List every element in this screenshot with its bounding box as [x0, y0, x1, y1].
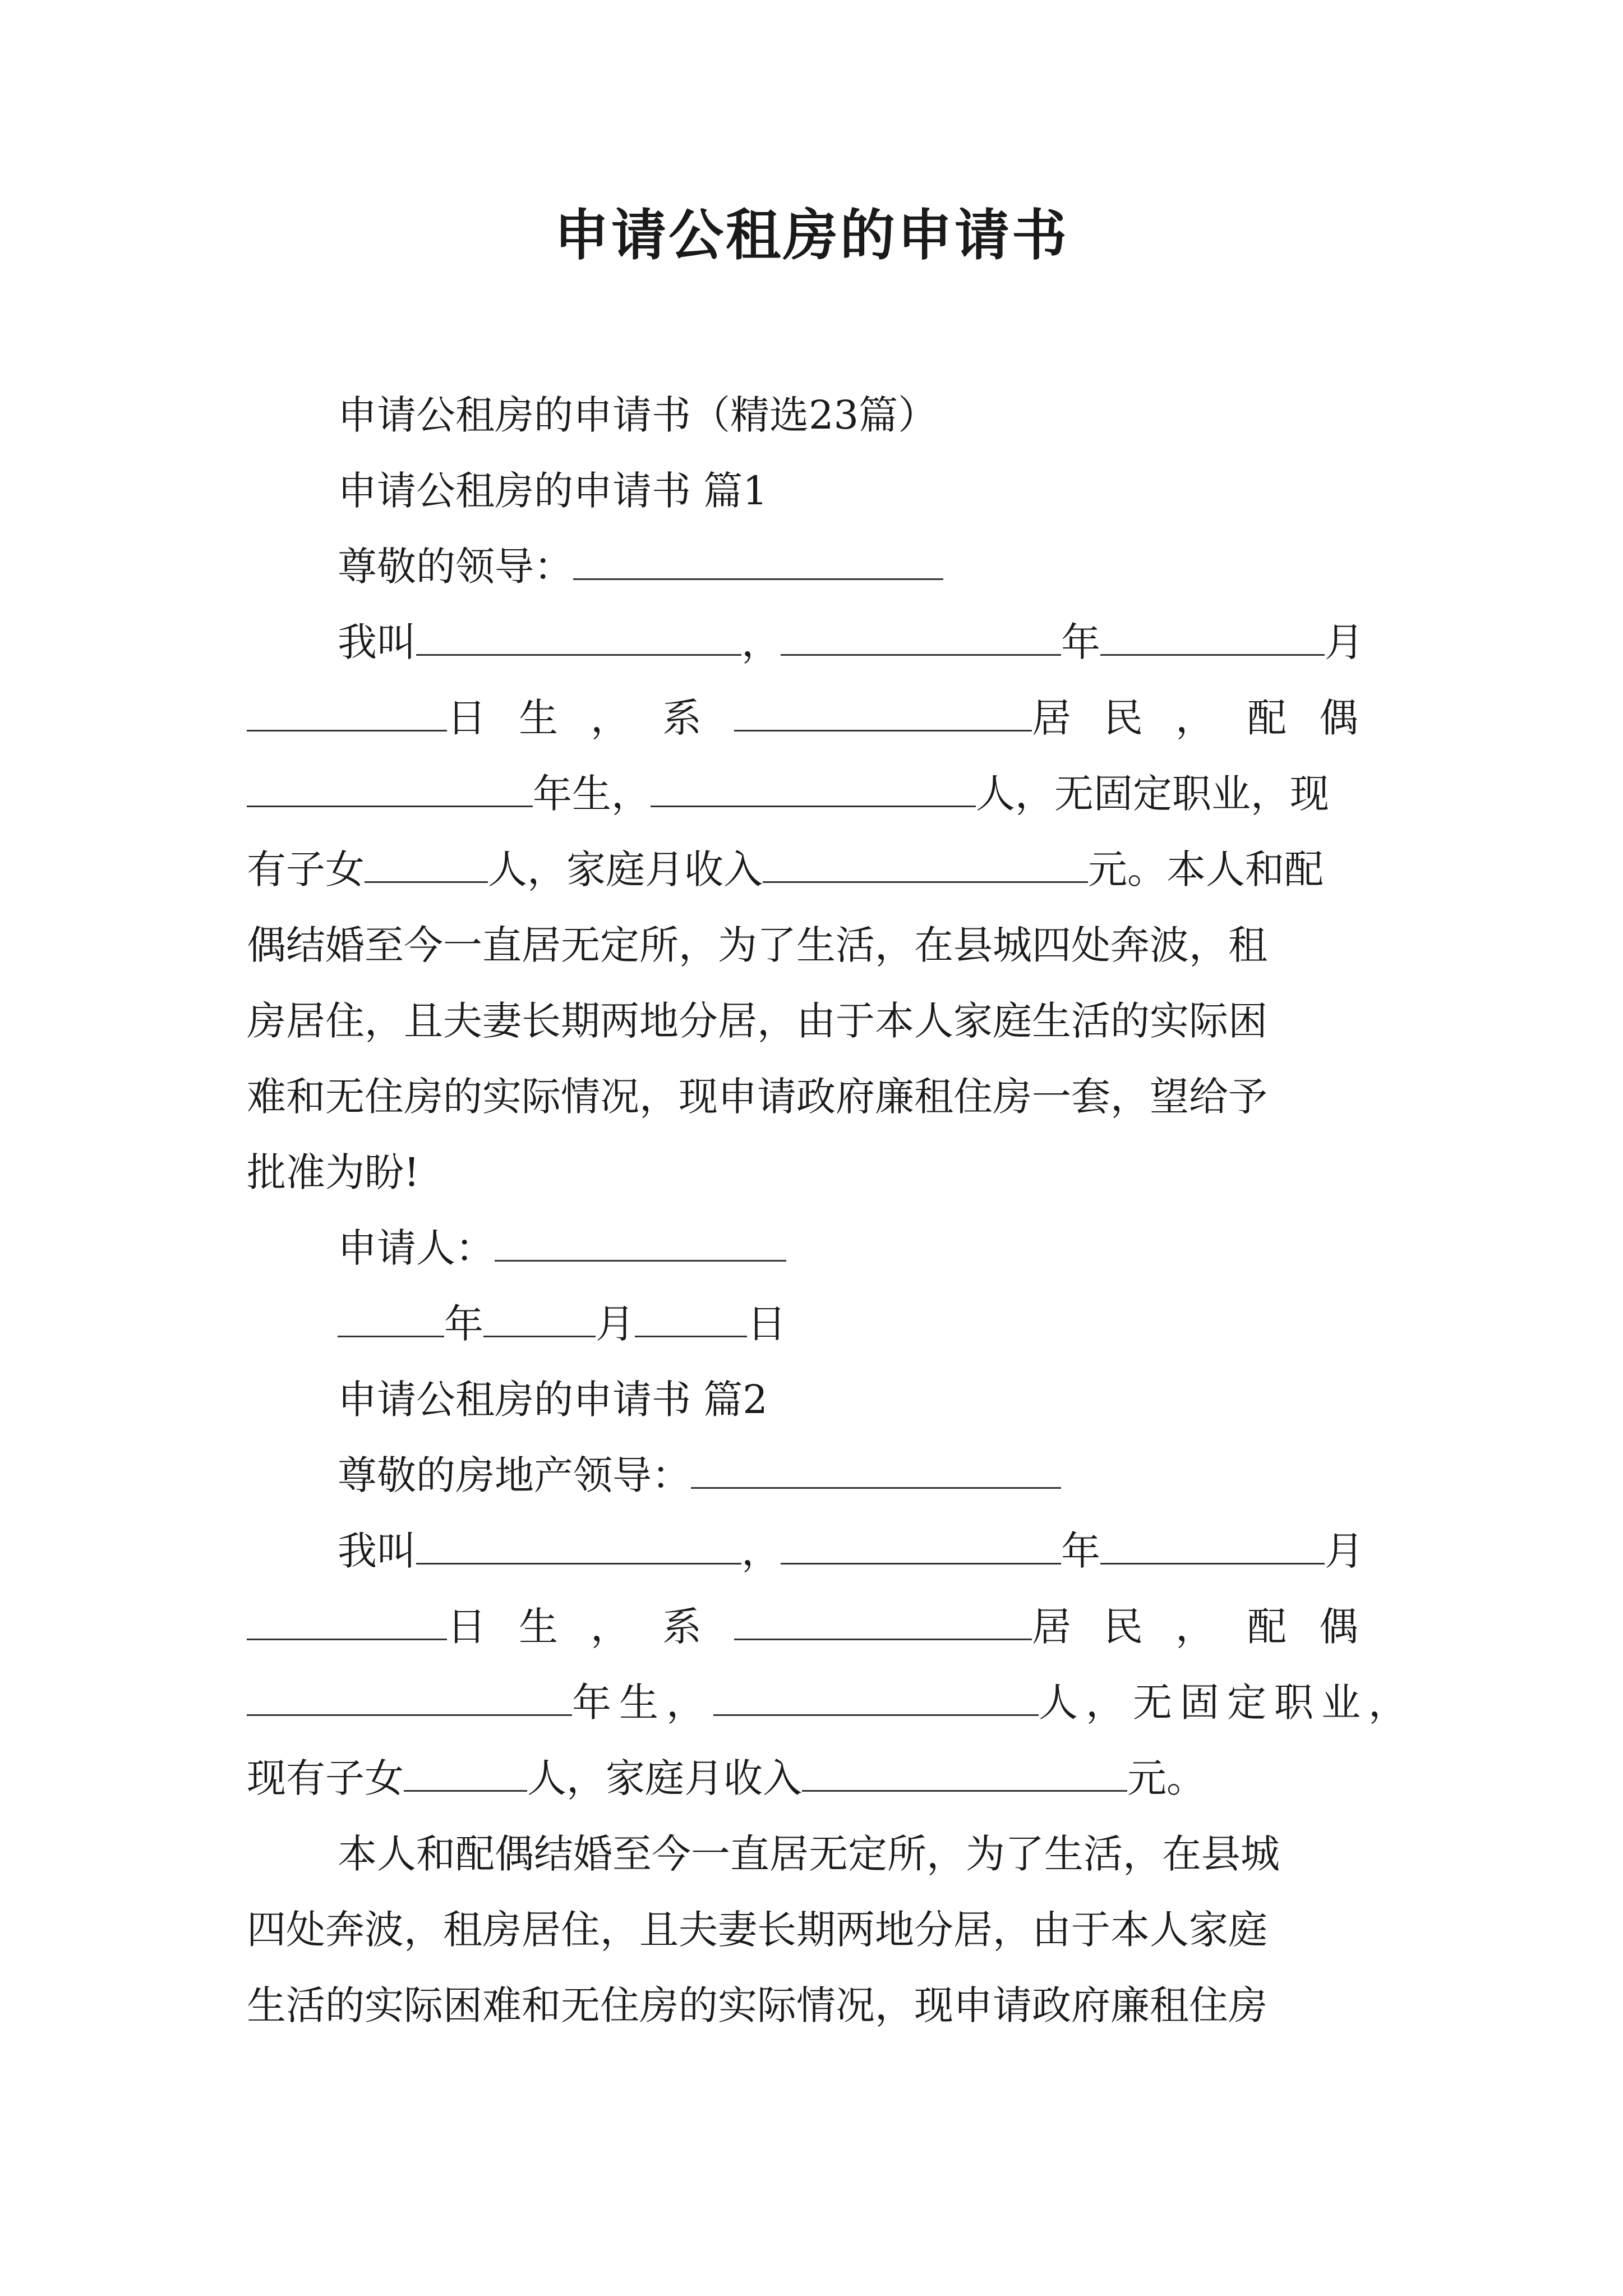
section1-heading: 申请公租房的申请书 篇1 — [338, 468, 768, 514]
section1-line1 — [247, 614, 1391, 670]
text: 月 — [596, 1301, 635, 1347]
leader-name-blank — [691, 1448, 1061, 1489]
section2-line2 — [247, 1599, 1391, 1655]
text: 月 — [1325, 619, 1364, 665]
origin-blank — [734, 691, 1032, 731]
origin-blank — [734, 1599, 1032, 1640]
text: 年生， — [572, 1680, 713, 1726]
year-blank — [781, 1524, 1061, 1565]
spouse-blank — [247, 1675, 572, 1716]
text: 人，无固定职业，现 — [976, 771, 1329, 817]
text: 我叫 — [338, 1528, 416, 1574]
section2-salutation-line — [247, 1447, 1391, 1503]
text: ，系 — [591, 695, 735, 741]
section1-salutation-line — [247, 539, 1391, 595]
section1-line7: 难和无住房的实际情况，现申请政府廉租住房一套，望给予 — [247, 1074, 1267, 1120]
month-blank — [1100, 615, 1325, 656]
section2-line7: 生活的实际困难和无住房的实际情况，现申请政府廉租住房 — [247, 1982, 1267, 2028]
text: 年 — [444, 1301, 483, 1347]
date-month-blank — [483, 1296, 596, 1337]
income-blank — [763, 842, 1088, 883]
children-blank — [404, 1751, 527, 1792]
text: 现有子女 — [247, 1755, 404, 1801]
day-blank — [247, 1599, 447, 1640]
text: 日 — [747, 1301, 786, 1347]
year-blank — [781, 615, 1061, 656]
section2-line3 — [247, 1674, 1415, 1731]
text: ，系 — [591, 1604, 735, 1650]
hometown-blank — [651, 766, 976, 807]
text: 人，无固定职业， — [1039, 1680, 1415, 1726]
section2-line4 — [247, 1750, 1391, 1806]
text: ，配偶 — [1175, 1604, 1391, 1650]
day-blank — [247, 691, 447, 731]
text: 月 — [1325, 1528, 1364, 1574]
section1-line8: 批准为盼! — [247, 1149, 420, 1195]
month-blank — [1100, 1524, 1325, 1565]
name-blank — [416, 615, 741, 656]
applicant-line — [247, 1220, 1391, 1276]
section1-line2 — [247, 690, 1391, 746]
text: 年生， — [533, 771, 651, 817]
text: 申请人： — [338, 1225, 495, 1271]
text: ， — [741, 619, 781, 665]
name-blank — [416, 1524, 741, 1565]
section2-line6: 四处奔波，租房居住，且夫妻长期两地分居，由于本人家庭 — [247, 1907, 1267, 1953]
text: ， — [741, 1528, 781, 1574]
section1-line4 — [247, 841, 1391, 898]
text: 年 — [1061, 619, 1100, 665]
spouse-blank — [247, 766, 533, 807]
text: 居民 — [1032, 1604, 1175, 1650]
section1-line3 — [247, 766, 1391, 822]
text: 元。 — [1127, 1755, 1206, 1801]
text: 人，家庭月收入 — [527, 1755, 802, 1801]
date-line — [247, 1296, 1391, 1352]
section2-heading: 申请公租房的申请书 篇2 — [338, 1377, 768, 1423]
leader-name-blank — [573, 539, 943, 580]
date-day-blank — [635, 1296, 747, 1337]
hometown-blank — [713, 1675, 1039, 1716]
subtitle: 申请公租房的申请书（精选23篇） — [338, 392, 938, 438]
text: 居民 — [1032, 695, 1175, 741]
text: 有子女 — [247, 846, 365, 892]
section1-line5: 偶结婚至今一直居无定所，为了生活，在县城四处奔波，租 — [247, 922, 1267, 968]
date-year-blank — [338, 1296, 444, 1337]
salutation: 尊敬的房地产领导： — [338, 1452, 691, 1498]
applicant-blank — [495, 1221, 786, 1262]
text: 我叫 — [338, 619, 416, 665]
section2-line1 — [247, 1523, 1391, 1579]
text: 元。本人和配 — [1088, 846, 1324, 892]
text: 人，家庭月收入 — [488, 846, 763, 892]
section1-line6: 房居住，且夫妻长期两地分居，由于本人家庭生活的实际困 — [247, 998, 1267, 1044]
text: 日生 — [447, 695, 591, 741]
text: 日生 — [447, 1604, 591, 1650]
text: ，配偶 — [1175, 695, 1391, 741]
children-blank — [365, 842, 488, 883]
document-title: 申请公租房的申请书 — [554, 203, 1069, 268]
income-blank — [802, 1751, 1127, 1792]
text: 年 — [1061, 1528, 1100, 1574]
section2-line5: 本人和配偶结婚至今一直居无定所，为了生活，在县城 — [338, 1831, 1280, 1877]
salutation: 尊敬的领导： — [338, 544, 573, 590]
